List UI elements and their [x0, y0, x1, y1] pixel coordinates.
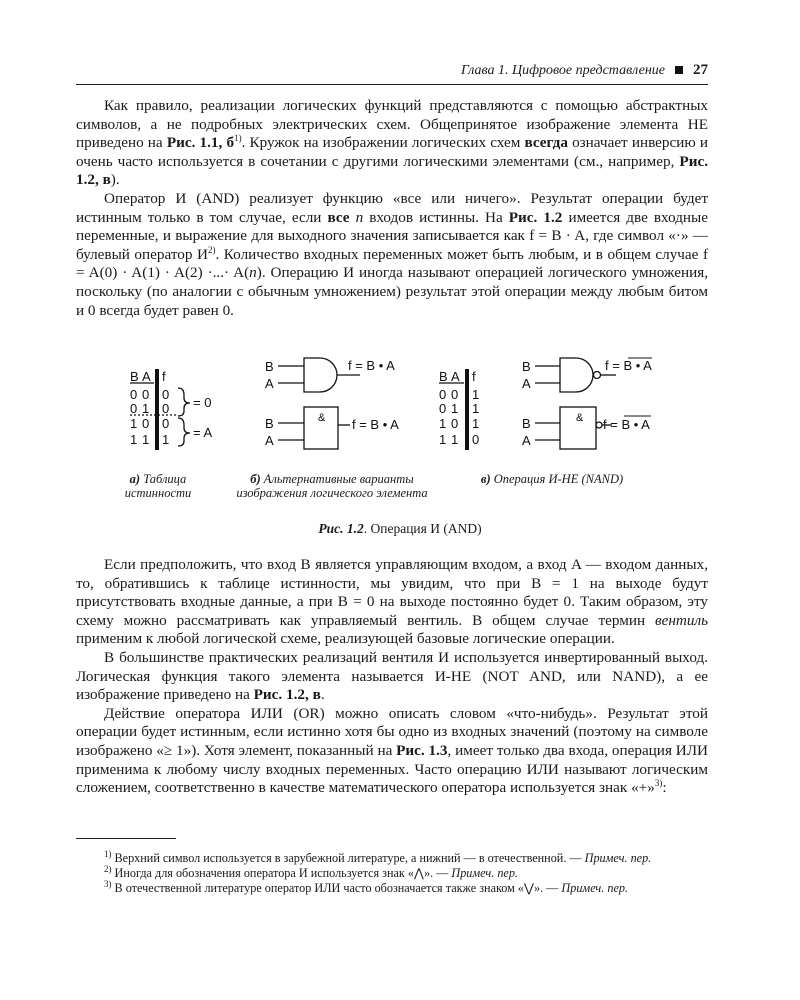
table-a-cell: 1 — [142, 432, 150, 447]
gate-c-label-a: A — [522, 376, 531, 391]
table-c-cell: 0 — [451, 387, 459, 402]
caption-b: б) Альтернативные варианты изображения логического элемента — [236, 472, 428, 500]
gate-b-label-b: B — [265, 416, 274, 431]
figure-1-2-diagram — [0, 345, 800, 470]
paragraph-5: Действие оператора ИЛИ (OR) можно описать словом «что-нибудь». Результат этой операции будет истинным, если истинно хотя бы одно из входных значений (поэтому на символе изображено «≥ 1»). Хотя элемент, показанный на Рис. 1.3, имеет только два входа, операция ИЛИ применима к любому числу входных переменных. Часто операцию ИЛИ называют логическим сложением, соответственно в качестве математического оператора используется знак «+»$^{3)}$: — [76, 704, 708, 797]
figure-ref: Рис. 1.3 — [396, 741, 448, 759]
figure-caption: Рис. 1.2. Операция И (AND) — [318, 521, 482, 536]
table-c-cell: 0 — [451, 416, 459, 431]
brace-label-2: = A — [193, 425, 213, 440]
gate-c-label-b: B — [522, 416, 531, 431]
table-a-cell: 1 — [130, 432, 138, 447]
table-c-cell: 0 — [472, 432, 480, 447]
table-c-header-b: B — [439, 369, 448, 384]
table-c-header-a: A — [451, 369, 460, 384]
table-c-cell: 1 — [472, 401, 480, 416]
body-text-bottom — [76, 556, 708, 798]
footnotes — [76, 848, 708, 896]
paragraph-4: В большинстве практических реализаций вентиля И используется инвертированный выход. Логическая функция такого элемента называется И-НЕ (NOT AND, или NAND), а ее изображение приведено на Рис. 1.2, в. — [76, 648, 708, 704]
footnote-divider — [76, 838, 176, 839]
footnote-ref-3: 3) — [654, 778, 663, 789]
footnote-1: $^{1)}$ Верхний символ используется в зарубежной литературе, а нижний — в отечественной. — Примеч. пер. — [104, 848, 652, 865]
table-c-header-f: f — [472, 369, 476, 384]
footnote-2: $^{2)}$ Иногда для обозначения оператора И используется знак «⋀». — Примеч. пер. — [104, 863, 518, 880]
table-c-cell: 1 — [472, 387, 480, 402]
ampersand-symbol: & — [576, 412, 584, 424]
table-c-cell: 0 — [439, 387, 447, 402]
brace-2 — [178, 418, 190, 446]
table-c-cell: 1 — [439, 432, 447, 447]
gate-b-label-a: A — [265, 376, 274, 391]
paragraph-2: Оператор И (AND) реализует функцию «все или ничего». Результат операции будет истинным только в том случае, если все n входов истинны. На Рис. 1.2 имеется две входные переменные, и выражение для выходного значения записывается как f = B · A, где символ «·» — булевый оператор $И^{2)}$. Количество входных переменных может быть любым, и в общем случае f = A(0) · A(1) · A(2) ·...· A(n). Операцию И иногда называют операцией логического умножения, поскольку (по аналогии с обычным умножением) результат этой операции между любым битом и 0 всегда будет равен 0. — [76, 189, 709, 319]
table-a-cell: 0 — [142, 387, 150, 402]
table-c-divider — [465, 369, 469, 450]
ampersand-symbol: & — [318, 412, 326, 424]
figure-ref: Рис. 1.2 — [508, 208, 563, 226]
gate-c-output-label: f = B • A — [605, 358, 652, 373]
brace-1 — [178, 388, 190, 416]
brace-label-1: = 0 — [193, 395, 212, 410]
gate-b-label-a: A — [265, 433, 274, 448]
gate-c-label-b: B — [522, 359, 531, 374]
table-a-header-f: f — [162, 369, 166, 384]
table-a-cell: 0 — [162, 387, 170, 402]
running-header — [76, 60, 708, 85]
caption-a: а) Таблица истинности — [124, 472, 192, 500]
table-a-cell: 1 — [142, 401, 150, 416]
nand-gate-symbol — [560, 358, 593, 392]
table-a-cell: 0 — [130, 387, 138, 402]
table-c-cell: 0 — [439, 401, 447, 416]
chapter-title: Глава 1. Цифровое представление — [461, 63, 665, 78]
table-a-header-b: B — [130, 369, 139, 384]
table-c-cell: 1 — [472, 416, 480, 431]
figure-ref: Рис. 1.2, в — [76, 152, 708, 189]
footnote-ref-2: 2) — [207, 244, 216, 255]
inversion-bubble-icon — [596, 422, 602, 428]
table-a-cell: 1 — [162, 432, 170, 447]
caption-c: в) Операция И-НЕ (NAND) — [480, 472, 624, 486]
table-c-cell: 1 — [451, 401, 459, 416]
gate-b-output-label: f = B • A — [352, 417, 399, 432]
square-bullet-icon — [675, 66, 683, 74]
footnote-ref-1: 1) — [234, 133, 242, 144]
footnote-3: $^{3)}$ В отечественной литературе оператор ИЛИ часто обозначается также знаком «⋁». — Примеч. пер. — [104, 878, 628, 895]
gate-c-label-a: A — [522, 433, 531, 448]
table-a-cell: 0 — [130, 401, 138, 416]
paragraph-1: Как правило, реализации логических функций представляются с помощью абстрактных символов, а не подробных электрических схем. Общепринятое изображение элемента НЕ приведено на Рис. 1.1, $б^{1)}$. Кружок на изображении логических схем всегда означает инверсию и очень часто используется в сочетании с другими логическими элементами (см., например, Рис. 1.2, в). — [76, 97, 708, 189]
inversion-bubble-icon — [594, 372, 601, 379]
table-c-cell: 1 — [451, 432, 459, 447]
gate-b-label-b: B — [265, 359, 274, 374]
figure-ref: Рис. 1.1, б — [166, 134, 235, 152]
gate-c-output-label: f = B • A — [603, 417, 650, 432]
and-gate-symbol — [304, 358, 337, 392]
table-a-divider — [155, 369, 159, 450]
figure-ref: Рис. 1.2, в — [253, 686, 321, 704]
table-c-cell: 1 — [439, 416, 447, 431]
table-a-cell: 1 — [130, 416, 138, 431]
body-text-top — [76, 97, 708, 320]
page-number: 27 — [693, 62, 708, 78]
table-a-header-a: A — [142, 369, 151, 384]
gate-b-output-label: f = B • A — [348, 358, 395, 373]
paragraph-3: Если предположить, что вход B является управляющим входом, а вход A — входом данных, то, обратившись к таблице истинности, мы увидим, что при B = 1 на выходе будут присутствовать входные данные, а при B = 0 на выходе постоянно будет 0. Таким образом, эту схему можно рассматривать как управляемый вентиль. В общем случае термин вентиль применим к любой логической схеме, реализующей базовые логические операции. — [76, 556, 708, 648]
table-a-cell: 0 — [142, 416, 150, 431]
table-a-cell: 0 — [162, 401, 170, 416]
table-a-cell: 0 — [162, 416, 170, 431]
